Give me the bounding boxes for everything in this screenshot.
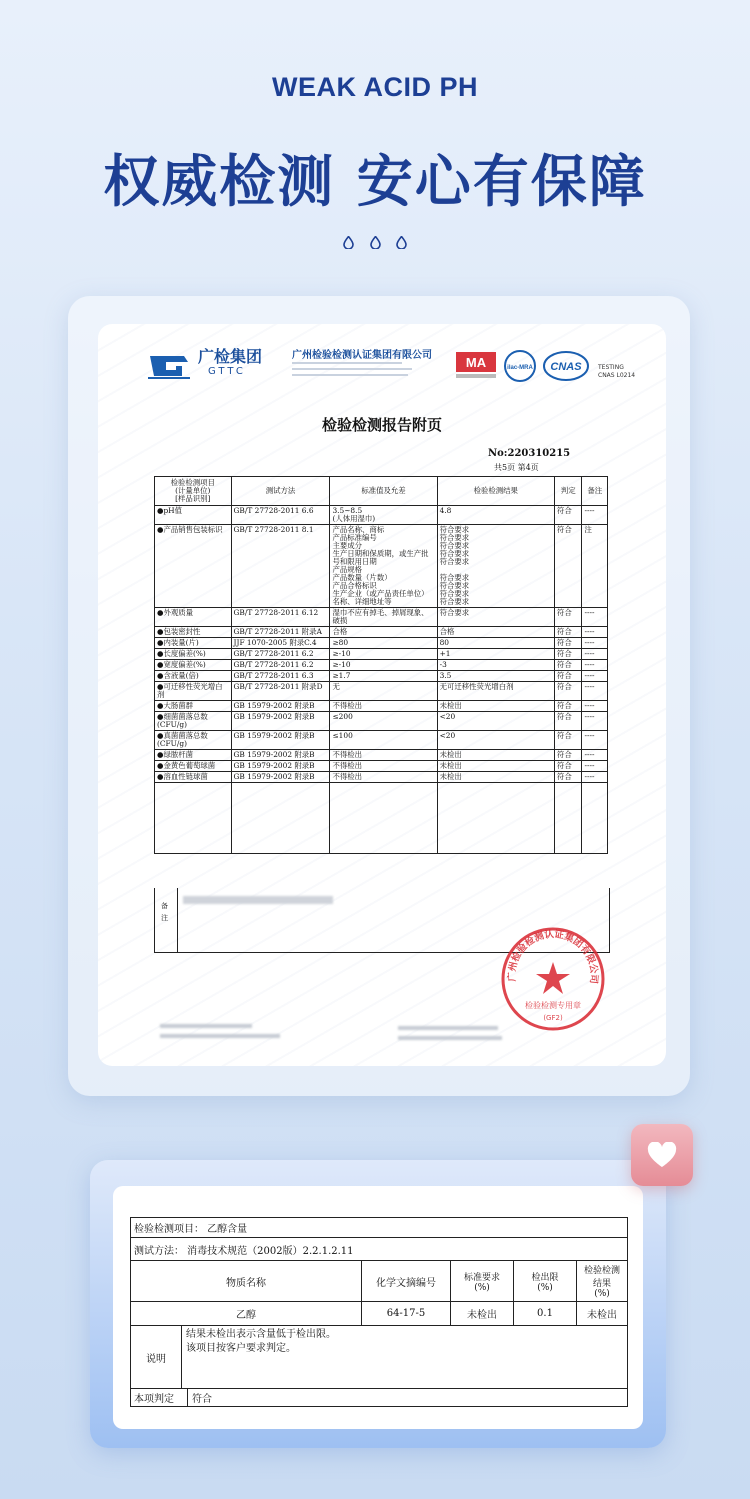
column-header: 测试方法 <box>231 477 330 506</box>
cert-marks <box>454 344 594 392</box>
column-header: 物质名称 <box>131 1261 362 1302</box>
item-cell: ●产品销售包装标识 <box>155 525 232 608</box>
logo-cn-text: 广检集团 <box>198 347 263 366</box>
test-method-cell: 测试方法： 消毒技术规范（2002版）2.2.1.2.11 <box>131 1238 628 1261</box>
standard-cell: 湿巾不应有掉毛、掉屑现象、破损 <box>330 608 437 627</box>
report-title: 检验检测报告附页 <box>321 416 442 434</box>
table-row <box>131 1326 628 1389</box>
note-cell <box>131 1326 628 1389</box>
note-cell: ---- <box>582 506 608 525</box>
column-header: 标准值及允差 <box>330 477 437 506</box>
note-text: 结果未检出表示含量低于检出限。 该项目按客户要求判定。 <box>186 1329 336 1354</box>
verdict-cell: 符合 <box>554 525 582 608</box>
result-cell: +1 <box>437 649 554 660</box>
table-row <box>155 712 608 731</box>
table-row <box>155 701 608 712</box>
org-line <box>292 368 412 370</box>
substance-cell: 乙醇 <box>131 1302 362 1326</box>
result-cell: 符合要求 <box>437 608 554 627</box>
item-cell: ●含液量(倍) <box>155 671 232 682</box>
ethanol-table <box>130 1217 628 1407</box>
water-drop-icon <box>396 236 407 249</box>
item-cell: ●宽度偏差(%) <box>155 660 232 671</box>
empty-cell <box>582 783 608 854</box>
cert-mark-label: MA <box>465 355 487 370</box>
seal-org-text: 广州检验检测认证集团有限公司 <box>506 929 600 985</box>
item-cell: ●可迁移性荧光增白剂 <box>155 682 232 701</box>
empty-cell <box>231 783 330 854</box>
method-cell: GB 15979-2002 附录B <box>231 731 330 750</box>
item-cell: ●真菌菌落总数(CFU/g) <box>155 731 232 750</box>
result-cell: 未检出 <box>437 701 554 712</box>
table-row <box>131 1302 628 1326</box>
method-cell: GB 15979-2002 附录B <box>231 750 330 761</box>
result-cell: 未检出 <box>437 772 554 783</box>
method-cell: JJF 1070-2005 附录C.4 <box>231 638 330 649</box>
column-header: 判定 <box>554 477 582 506</box>
table-row <box>155 608 608 627</box>
ilac-mark-icon <box>505 351 535 381</box>
table-row <box>155 750 608 761</box>
standard-cell: 合格 <box>330 627 437 638</box>
favorite-button[interactable] <box>631 1124 693 1186</box>
column-header: 化学文摘编号 <box>362 1261 451 1302</box>
report-page <box>98 324 666 1066</box>
result-cell: 3.5 <box>437 671 554 682</box>
item-cell: ●外观质量 <box>155 608 232 627</box>
standard-cell: 不得检出 <box>330 761 437 772</box>
heart-icon <box>647 1142 677 1168</box>
table-row <box>155 638 608 649</box>
method-cell: GB/T 27728-2011 8.1 <box>231 525 330 608</box>
method-cell: GB/T 27728-2011 附录A <box>231 627 330 638</box>
standard-cell: ≤200 <box>330 712 437 731</box>
table-row <box>155 772 608 783</box>
note-cell: ---- <box>582 671 608 682</box>
item-cell: ●细菌菌落总数(CFU/g) <box>155 712 232 731</box>
gttc-logo-icon <box>146 348 192 384</box>
table-row <box>155 671 608 682</box>
column-header: 检验检测结果 <box>437 477 554 506</box>
method-cell: GB/T 27728-2011 附录D <box>231 682 330 701</box>
verdict-cell: 符合 <box>554 671 582 682</box>
page-headline: 权威检测 安心有保障 <box>103 150 647 215</box>
logo-en-text: GTTC <box>208 366 246 377</box>
page-subtitle: WEAK ACID PH <box>272 72 478 102</box>
empty-cell <box>554 783 582 854</box>
standard-cell: ≤100 <box>330 731 437 750</box>
table-header-row <box>155 477 608 506</box>
verdict-cell: 符合 <box>554 712 582 731</box>
empty-cell <box>437 783 554 854</box>
standard-cell: 未检出 <box>451 1302 514 1326</box>
cert-mark-label: CNAS <box>550 361 582 373</box>
table-row <box>155 731 608 750</box>
standard-cell: 不得检出 <box>330 772 437 783</box>
verdict-cell: 符合 <box>554 761 582 772</box>
item-cell: ●大肠菌群 <box>155 701 232 712</box>
standard-cell: 不得检出 <box>330 701 437 712</box>
column-header: 备注 <box>582 477 608 506</box>
table-row <box>155 649 608 660</box>
method-cell: GB 15979-2002 附录B <box>231 712 330 731</box>
verdict-cell: 符合 <box>554 660 582 671</box>
standard-cell: ≥-10 <box>330 649 437 660</box>
standard-cell: 无 <box>330 682 437 701</box>
seal-sub-text: 检验检测专用章 <box>525 1001 581 1010</box>
water-drop-icon <box>343 236 354 249</box>
cert-mark-label: ilac-MRA <box>507 365 533 371</box>
note-cell: ---- <box>582 627 608 638</box>
test-results-table <box>154 476 608 854</box>
verdict-cell: 符合 <box>554 627 582 638</box>
method-cell: GB 15979-2002 附录B <box>231 761 330 772</box>
cnas-mark-icon <box>544 352 588 380</box>
report-number: No:220310215 <box>488 448 571 459</box>
verdict-cell: 符合 <box>554 506 582 525</box>
item-cell: ●绿脓杆菌 <box>155 750 232 761</box>
empty-row <box>155 783 608 854</box>
note-cell: ---- <box>582 649 608 660</box>
method-cell: GB/T 27728-2011 6.3 <box>231 671 330 682</box>
method-cell: GB/T 27728-2011 6.2 <box>231 660 330 671</box>
result-cell: 未检出 <box>437 750 554 761</box>
result-cell: 4.8 <box>437 506 554 525</box>
verdict-cell: 符合 <box>554 649 582 660</box>
standard-cell: 不得检出 <box>330 750 437 761</box>
note-cell: ---- <box>582 660 608 671</box>
item-cell: ●内装量(片) <box>155 638 232 649</box>
org-name: 广州检验检测认证集团有限公司 <box>292 350 432 361</box>
item-cell: ●长度偏差(%) <box>155 649 232 660</box>
standard-cell: ≥80 <box>330 638 437 649</box>
cas-cell: 64-17-5 <box>362 1302 451 1326</box>
org-line <box>292 362 402 364</box>
standard-cell: ≥-10 <box>330 660 437 671</box>
column-header: 检出限 (%) <box>514 1261 577 1302</box>
method-cell: GB/T 27728-2011 6.12 <box>231 608 330 627</box>
table-row <box>131 1218 628 1238</box>
verdict-cell <box>131 1389 628 1407</box>
official-seal-icon <box>498 924 608 1034</box>
note-cell: ---- <box>582 701 608 712</box>
table-row <box>131 1261 628 1302</box>
verdict-cell: 符合 <box>554 701 582 712</box>
column-header: 检验检测项目 (计量单位) [样品识别] <box>155 477 232 506</box>
note-cell: ---- <box>582 638 608 649</box>
result-cell: <20 <box>437 712 554 731</box>
org-line <box>292 374 408 376</box>
result-cell: <20 <box>437 731 554 750</box>
remark-label: 备注 <box>161 902 168 922</box>
divider <box>177 888 178 952</box>
method-cell: GB/T 27728-2011 6.6 <box>231 506 330 525</box>
note-cell: ---- <box>582 731 608 750</box>
item-cell: ●pH值 <box>155 506 232 525</box>
table-row <box>131 1238 628 1261</box>
water-drop-icon <box>370 236 381 249</box>
verdict-label: 本项判定 <box>131 1389 188 1406</box>
cma-mark-icon <box>456 352 496 378</box>
result-cell: 合格 <box>437 627 554 638</box>
note-label: 说明 <box>131 1326 182 1388</box>
table-row <box>155 525 608 608</box>
cnas-cert-text: TESTING CNAS L0214 <box>598 364 636 379</box>
limit-cell: 0.1 <box>514 1302 577 1326</box>
result-cell: 80 <box>437 638 554 649</box>
standard-cell: 3.5~8.5 (人体用湿巾) <box>330 506 437 525</box>
blurred-remark <box>183 896 333 904</box>
verdict-cell: 符合 <box>554 772 582 783</box>
verdict-cell: 符合 <box>554 608 582 627</box>
item-cell: ●溶血性链球菌 <box>155 772 232 783</box>
table-row <box>155 761 608 772</box>
item-cell: ●金黄色葡萄球菌 <box>155 761 232 772</box>
method-cell: GB 15979-2002 附录B <box>231 701 330 712</box>
verdict-cell: 符合 <box>554 750 582 761</box>
blurred-footer-phone <box>398 1026 498 1030</box>
table-row <box>155 627 608 638</box>
table-row <box>155 682 608 701</box>
note-cell: ---- <box>582 750 608 761</box>
blurred-footer-address <box>160 1034 280 1038</box>
item-cell: ●包装密封性 <box>155 627 232 638</box>
blurred-footer-phone <box>398 1036 502 1040</box>
result-cell: 符合要求 符合要求 符合要求 符合要求 符合要求 符合要求 符合要求 符合要求 符合要求 <box>437 525 554 608</box>
empty-cell <box>330 783 437 854</box>
column-header: 标准要求 (%) <box>451 1261 514 1302</box>
standard-cell: ≥1.7 <box>330 671 437 682</box>
empty-cell <box>155 783 232 854</box>
column-header: 检验检测结果 (%) <box>577 1261 628 1302</box>
note-cell: ---- <box>582 712 608 731</box>
note-cell: 注 <box>582 525 608 608</box>
table-row <box>131 1389 628 1407</box>
drop-decoration <box>0 234 750 253</box>
result-cell: 无可迁移性荧光增白剂 <box>437 682 554 701</box>
page-info: 共5页 第4页 <box>494 463 539 472</box>
seal-code-text: (GF2) <box>543 1014 563 1022</box>
table-row <box>155 660 608 671</box>
verdict-value: 符合 <box>192 1394 212 1405</box>
note-cell: ---- <box>582 608 608 627</box>
note-cell: ---- <box>582 772 608 783</box>
verdict-cell: 符合 <box>554 682 582 701</box>
result-cell: 未检出 <box>437 761 554 772</box>
method-cell: GB/T 27728-2011 6.2 <box>231 649 330 660</box>
result-cell: -3 <box>437 660 554 671</box>
table-row <box>155 506 608 525</box>
verdict-cell: 符合 <box>554 731 582 750</box>
standard-cell: 产品名称、商标 产品标准编号 主要成分 生产日期和保质期，或生产批号和限用日期 产品规格 产品数量（片数） 产品合格标识 生产企业（或产品责任单位）名称、详细地址等 <box>330 525 437 608</box>
blurred-footer-address <box>160 1024 252 1028</box>
result-cell: 未检出 <box>577 1302 628 1326</box>
test-item-cell: 检验检测项目： 乙醇含量 <box>131 1218 628 1238</box>
note-cell: ---- <box>582 682 608 701</box>
method-cell: GB 15979-2002 附录B <box>231 772 330 783</box>
note-cell: ---- <box>582 761 608 772</box>
verdict-cell: 符合 <box>554 638 582 649</box>
